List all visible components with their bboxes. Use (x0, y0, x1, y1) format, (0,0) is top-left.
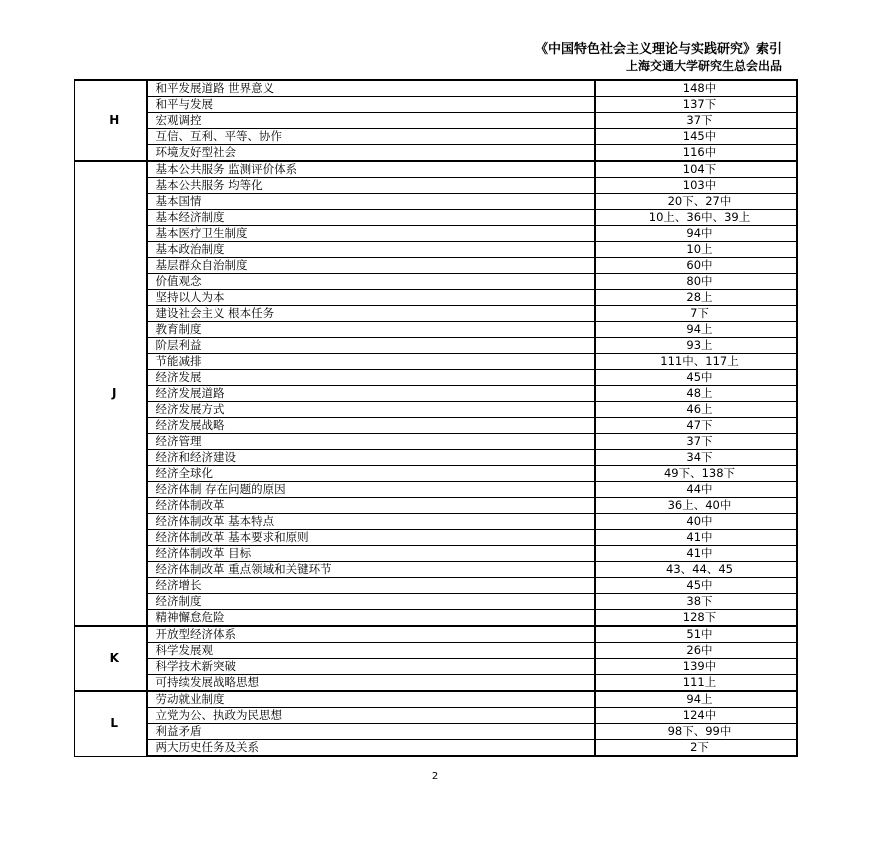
index-pages: 47下 (595, 418, 797, 434)
index-pages: 139中 (595, 659, 797, 675)
index-pages: 111中、117上 (595, 354, 797, 370)
index-row (75, 306, 797, 322)
index-term: 基本公共服务 监测评价体系 (147, 161, 595, 178)
index-pages: 80中 (595, 274, 797, 290)
index-row (75, 178, 797, 194)
index-term: 经济体制改革 基本要求和原则 (147, 530, 595, 546)
index-row (75, 675, 797, 692)
index-term: 经济全球化 (147, 466, 595, 482)
page-number: 2 (431, 771, 439, 782)
index-term: 经济体制改革 重点领域和关键环节 (147, 562, 595, 578)
index-row (75, 530, 797, 546)
index-pages: 94上 (595, 691, 797, 708)
index-row (75, 402, 797, 418)
index-pages: 44中 (595, 482, 797, 498)
document-subtitle: 上海交通大学研究生总会出品 (625, 59, 782, 73)
index-term: 经济体制 存在问题的原因 (147, 482, 595, 498)
index-row (75, 161, 797, 178)
index-pages: 48上 (595, 386, 797, 402)
group-letter: K (75, 626, 147, 691)
index-term: 劳动就业制度 (147, 691, 595, 708)
index-term: 经济发展道路 (147, 386, 595, 402)
document-title: 《中国特色社会主义理论与实践研究》索引 (534, 42, 782, 57)
index-pages: 37下 (595, 113, 797, 129)
index-term: 价值观念 (147, 274, 595, 290)
index-row (75, 610, 797, 627)
index-pages: 37下 (595, 434, 797, 450)
index-pages: 145中 (595, 129, 797, 145)
index-pages: 111上 (595, 675, 797, 692)
index-pages: 28上 (595, 290, 797, 306)
index-pages: 10上 (595, 242, 797, 258)
index-row (75, 258, 797, 274)
index-term: 基本经济制度 (147, 210, 595, 226)
index-row (75, 434, 797, 450)
index-pages: 46上 (595, 402, 797, 418)
index-row (75, 129, 797, 145)
index-term: 节能减排 (147, 354, 595, 370)
index-pages: 49下、138下 (595, 466, 797, 482)
index-pages: 93上 (595, 338, 797, 354)
index-term: 科学发展观 (147, 643, 595, 659)
index-pages: 40中 (595, 514, 797, 530)
index-term: 经济体制改革 目标 (147, 546, 595, 562)
index-row (75, 290, 797, 306)
index-row (75, 643, 797, 659)
index-term: 经济管理 (147, 434, 595, 450)
index-term: 经济增长 (147, 578, 595, 594)
index-term: 科学技术新突破 (147, 659, 595, 675)
index-term: 阶层利益 (147, 338, 595, 354)
index-term: 基本医疗卫生制度 (147, 226, 595, 242)
index-term: 和平与发展 (147, 97, 595, 113)
index-term: 开放型经济体系 (147, 626, 595, 643)
index-term: 经济体制改革 (147, 498, 595, 514)
index-row (75, 578, 797, 594)
index-table (74, 79, 798, 757)
index-pages: 7下 (595, 306, 797, 322)
index-row (75, 194, 797, 210)
index-row (75, 626, 797, 643)
index-row (75, 724, 797, 740)
index-pages: 128下 (595, 610, 797, 627)
index-row (75, 145, 797, 162)
index-pages: 10上、36中、39上 (595, 210, 797, 226)
index-term: 建设社会主义 根本任务 (147, 306, 595, 322)
index-row (75, 594, 797, 610)
index-pages: 26中 (595, 643, 797, 659)
index-pages: 103中 (595, 178, 797, 194)
index-pages: 45中 (595, 370, 797, 386)
group-letter: J (75, 161, 147, 626)
index-term: 互信、互利、平等、协作 (147, 129, 595, 145)
index-pages: 20下、27中 (595, 194, 797, 210)
index-row (75, 562, 797, 578)
index-pages: 45中 (595, 578, 797, 594)
index-row (75, 113, 797, 129)
index-row (75, 354, 797, 370)
index-pages: 94上 (595, 322, 797, 338)
index-term: 经济发展 (147, 370, 595, 386)
index-term: 利益矛盾 (147, 724, 595, 740)
index-term: 可持续发展战略思想 (147, 675, 595, 692)
index-row (75, 514, 797, 530)
index-pages: 41中 (595, 546, 797, 562)
index-row (75, 466, 797, 482)
index-pages: 43、44、45 (595, 562, 797, 578)
index-term: 教育制度 (147, 322, 595, 338)
index-pages: 41中 (595, 530, 797, 546)
index-pages: 116中 (595, 145, 797, 162)
index-row (75, 274, 797, 290)
index-term: 经济制度 (147, 594, 595, 610)
index-term: 经济发展方式 (147, 402, 595, 418)
index-pages: 137下 (595, 97, 797, 113)
index-term: 经济和经济建设 (147, 450, 595, 466)
index-pages: 51中 (595, 626, 797, 643)
index-term: 和平发展道路 世界意义 (147, 80, 595, 97)
index-row (75, 322, 797, 338)
index-row (75, 691, 797, 708)
index-row (75, 210, 797, 226)
index-row (75, 708, 797, 724)
index-row (75, 546, 797, 562)
index-term: 基层群众自治制度 (147, 258, 595, 274)
index-pages: 148中 (595, 80, 797, 97)
index-pages: 98下、99中 (595, 724, 797, 740)
index-pages: 94中 (595, 226, 797, 242)
index-term: 基本国情 (147, 194, 595, 210)
index-term: 精神懈怠危险 (147, 610, 595, 627)
index-row (75, 450, 797, 466)
index-row (75, 659, 797, 675)
index-row (75, 226, 797, 242)
index-pages: 60中 (595, 258, 797, 274)
index-row (75, 740, 797, 757)
index-row (75, 418, 797, 434)
index-row (75, 338, 797, 354)
index-row (75, 482, 797, 498)
index-pages: 124中 (595, 708, 797, 724)
index-pages: 34下 (595, 450, 797, 466)
group-letter: L (75, 691, 147, 756)
index-term: 两大历史任务及关系 (147, 740, 595, 757)
index-pages: 104下 (595, 161, 797, 178)
index-term: 经济发展战略 (147, 418, 595, 434)
group-letter: H (75, 80, 147, 161)
index-pages: 2下 (595, 740, 797, 757)
index-term: 宏观调控 (147, 113, 595, 129)
index-term: 坚持以人为本 (147, 290, 595, 306)
index-pages: 38下 (595, 594, 797, 610)
index-row (75, 242, 797, 258)
index-row (75, 386, 797, 402)
index-term: 经济体制改革 基本特点 (147, 514, 595, 530)
index-term: 基本政治制度 (147, 242, 595, 258)
index-row (75, 498, 797, 514)
index-term: 基本公共服务 均等化 (147, 178, 595, 194)
index-row (75, 97, 797, 113)
index-pages: 36上、40中 (595, 498, 797, 514)
index-row (75, 80, 797, 97)
index-row (75, 370, 797, 386)
index-term: 立党为公、执政为民思想 (147, 708, 595, 724)
index-term: 环境友好型社会 (147, 145, 595, 162)
